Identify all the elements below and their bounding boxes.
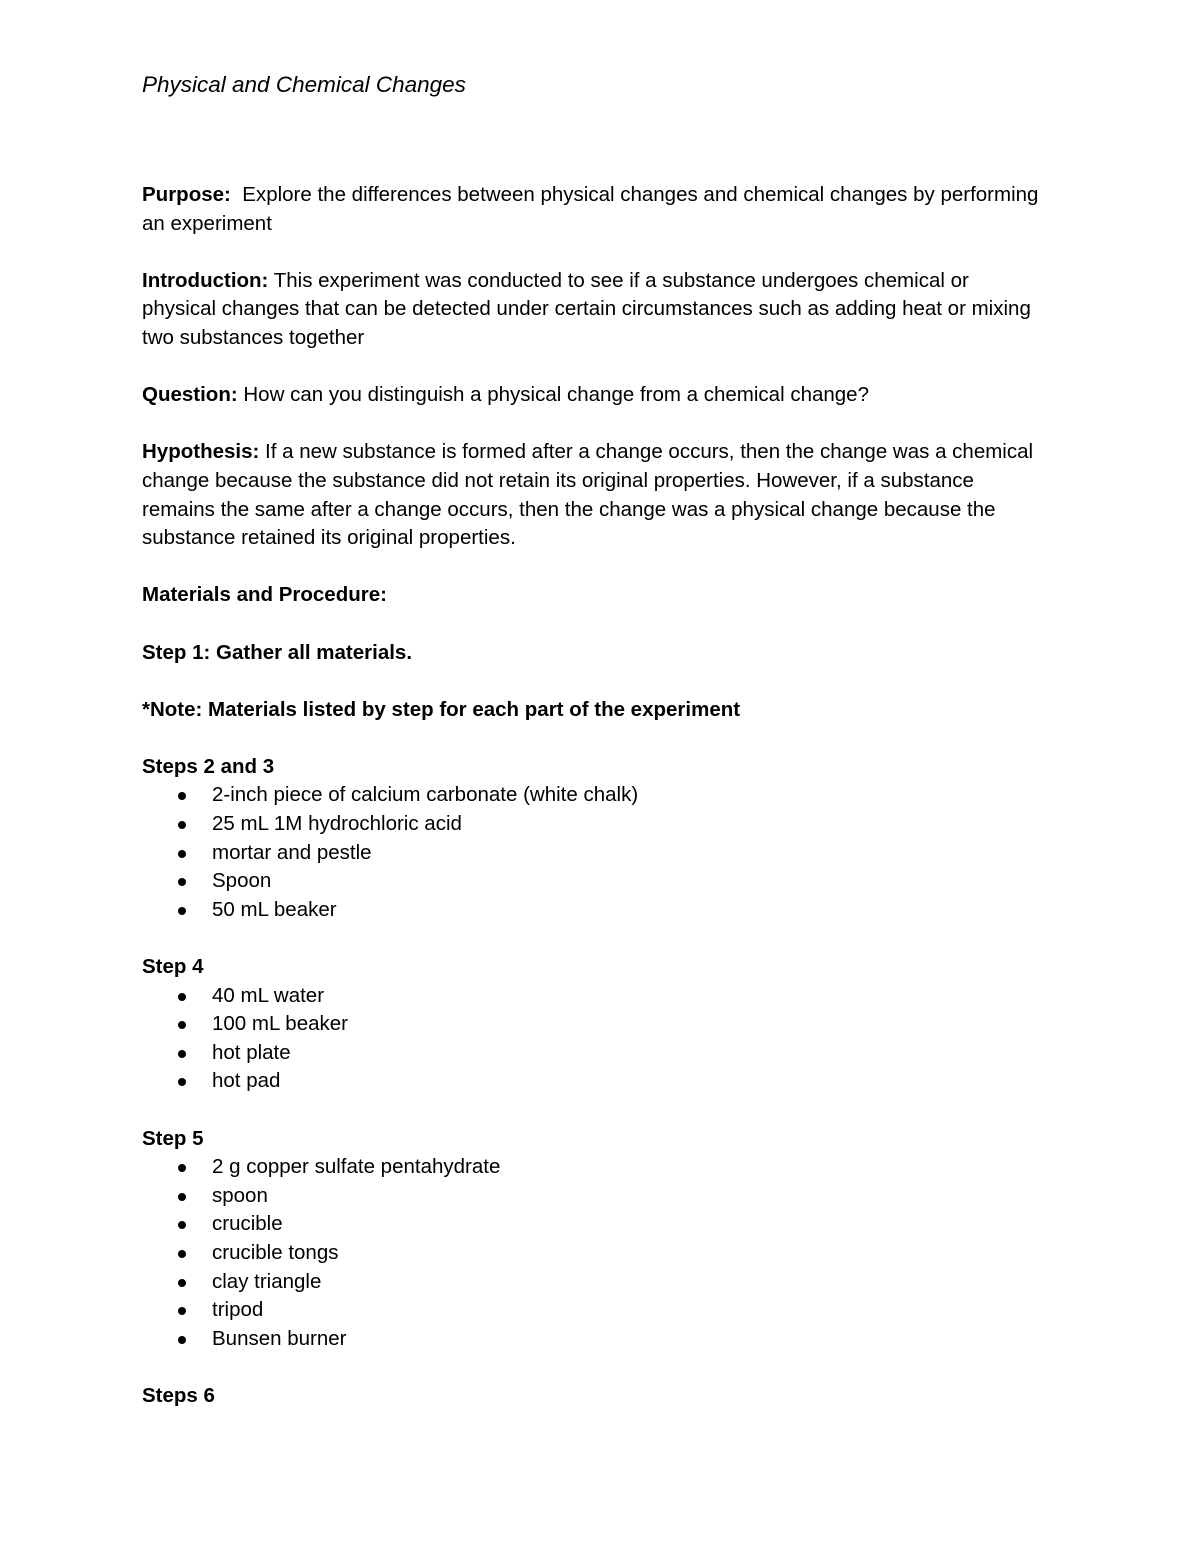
- list-item: hot pad: [142, 1067, 1042, 1096]
- list-item: Spoon: [142, 867, 1042, 896]
- step4-list: [142, 982, 1042, 1096]
- bullet-icon: [178, 993, 186, 1001]
- bullet-icon: [178, 821, 186, 829]
- bullet-icon: [178, 1050, 186, 1058]
- bullet-icon: [178, 1221, 186, 1229]
- list-item: clay triangle: [142, 1268, 1042, 1297]
- question-paragraph: [142, 381, 1042, 410]
- steps-2-3-heading: Steps 2 and 3: [142, 754, 275, 778]
- step1-heading: Step 1: Gather all materials.: [142, 640, 413, 664]
- bullet-icon: [178, 1164, 186, 1172]
- bullet-icon: [178, 1250, 186, 1258]
- document-title: Physical and Chemical Changes: [142, 72, 466, 97]
- step5-list: [142, 1153, 1042, 1353]
- bullet-icon: [178, 878, 186, 886]
- list-item: 100 mL beaker: [142, 1010, 1042, 1039]
- introduction-label: Introduction:: [142, 268, 269, 292]
- step6-heading: Steps 6: [142, 1383, 215, 1407]
- bullet-icon: [178, 792, 186, 800]
- bullet-icon: [178, 907, 186, 915]
- list-item: crucible tongs: [142, 1239, 1042, 1268]
- bullet-icon: [178, 1078, 186, 1086]
- question-text: How can you distinguish a physical change from a chemical change?: [243, 383, 869, 407]
- list-item: crucible: [142, 1210, 1042, 1239]
- bullet-icon: [178, 1336, 186, 1344]
- step4-heading: Step 4: [142, 955, 204, 979]
- bullet-icon: [178, 1021, 186, 1029]
- list-item: mortar and pestle: [142, 839, 1042, 868]
- introduction-paragraph: [142, 267, 1042, 353]
- bullet-icon: [178, 1279, 186, 1287]
- step5-heading: Step 5: [142, 1126, 204, 1150]
- hypothesis-paragraph: [142, 438, 1042, 552]
- list-item: Bunsen burner: [142, 1325, 1042, 1354]
- document-page: [142, 68, 1042, 1411]
- bullet-icon: [178, 1193, 186, 1201]
- hypothesis-text: If a new substance is formed after a change occurs, then the change was a chemical change because the substance did not retain its original properties. However, if a substance remains the same after a change occurs, then the change was a physical change because the substance retained its original properties.: [142, 440, 1034, 550]
- list-item: spoon: [142, 1182, 1042, 1211]
- hypothesis-label: Hypothesis:: [142, 440, 260, 464]
- question-label: Question:: [142, 383, 238, 407]
- list-item: 2-inch piece of calcium carbonate (white chalk): [142, 781, 1042, 810]
- list-item: 2 g copper sulfate pentahydrate: [142, 1153, 1042, 1182]
- list-item: 40 mL water: [142, 982, 1042, 1011]
- materials-heading: Materials and Procedure:: [142, 583, 387, 607]
- list-item: 25 mL 1M hydrochloric acid: [142, 810, 1042, 839]
- purpose-text: Explore the differences between physical changes and chemical changes by performing an experiment: [142, 183, 1039, 235]
- list-item: hot plate: [142, 1039, 1042, 1068]
- bullet-icon: [178, 850, 186, 858]
- bullet-icon: [178, 1307, 186, 1315]
- purpose-label: Purpose:: [142, 183, 231, 206]
- steps-2-3-list: [142, 781, 1042, 924]
- purpose-paragraph: [142, 181, 1042, 238]
- introduction-text: This experiment was conducted to see if a substance undergoes chemical or physical changes that can be detected under certain circumstances such as adding heat or mixing two substances together: [142, 268, 1031, 349]
- list-item: tripod: [142, 1296, 1042, 1325]
- materials-note: *Note: Materials listed by step for each part of the experiment: [142, 697, 741, 721]
- list-item: 50 mL beaker: [142, 896, 1042, 925]
